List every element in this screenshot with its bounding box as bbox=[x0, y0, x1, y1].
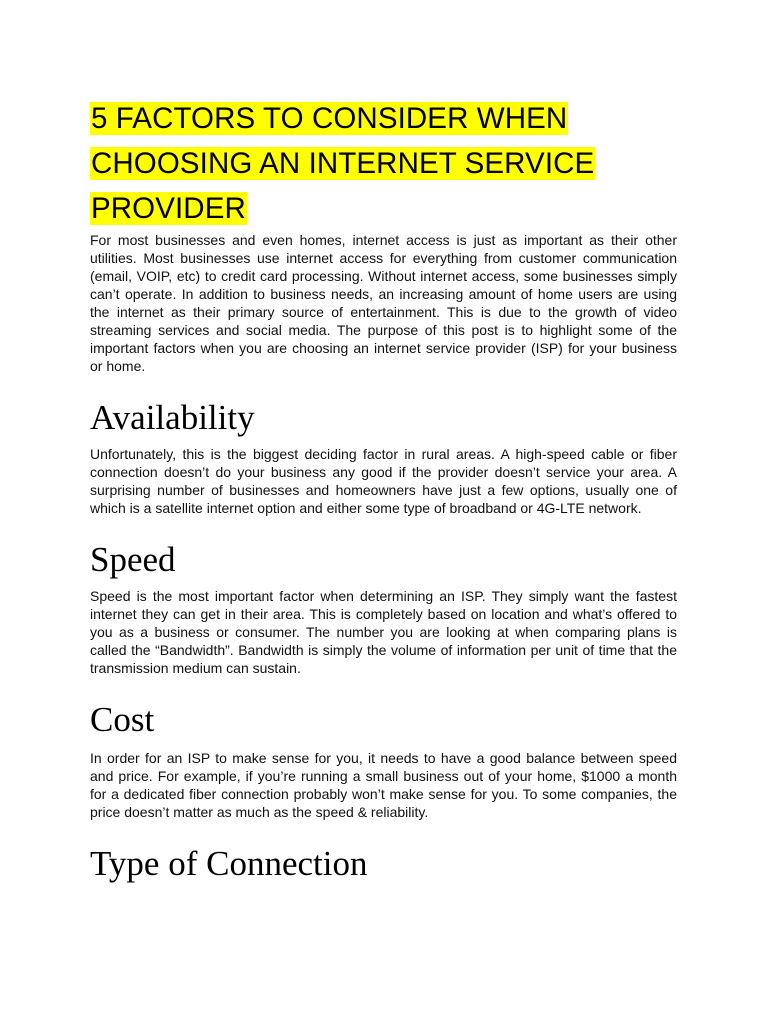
section-heading-cost: Cost bbox=[90, 700, 155, 739]
section-body-availability: Unfortunately, this is the biggest deciding factor in rural areas. A high-speed cable or fiber connection doesn’t do your business any good if the provider doesn’t service your area. A surprising number of businesses and homeowners have just a few options, usually one of which is a satellite internet option and either some type of broadband or 4G-LTE network. bbox=[90, 446, 677, 516]
intro-paragraph: For most businesses and even homes, internet access is just as important as their other utilities. Most businesses use internet access for everything from customer communication (email, VOIP, etc) to credit card processing. Without internet access, some businesses simply can’t operate. In addition to business needs, an increasing amount of home users are using the internet as their primary source of entertainment. This is due to the growth of video streaming services and social media. The purpose of this post is to highlight some of the important factors when you are choosing an internet service provider (ISP) for your business or home. bbox=[90, 232, 677, 374]
section-heading-type-of-connection: Type of Connection bbox=[90, 844, 368, 883]
section-heading-speed: Speed bbox=[90, 540, 176, 579]
document-page bbox=[90, 96, 677, 885]
title-highlight: 5 FACTORS TO CONSIDER WHEN CHOOSING AN INTERNET SERVICE PROVIDER bbox=[91, 102, 595, 225]
section-body-speed: Speed is the most important factor when determining an ISP. They simply want the fastest internet they can get in their area. This is completely based on location and what’s offered to you as a business or consumer. The number you are looking at when comparing plans is called the “Bandwidth”. Bandwidth is simply the volume of information per unit of time that the transmission medium can sustain. bbox=[90, 588, 677, 676]
document-title bbox=[90, 96, 677, 231]
section-body-cost: In order for an ISP to make sense for you, it needs to have a good balance between speed and price. For example, if you’re running a small business out of your home, $1000 a month for a dedicated fiber connection probably won’t make sense for you. To some companies, the price doesn’t matter as much as the speed & reliability. bbox=[90, 750, 677, 820]
section-heading-availability: Availability bbox=[90, 398, 255, 437]
